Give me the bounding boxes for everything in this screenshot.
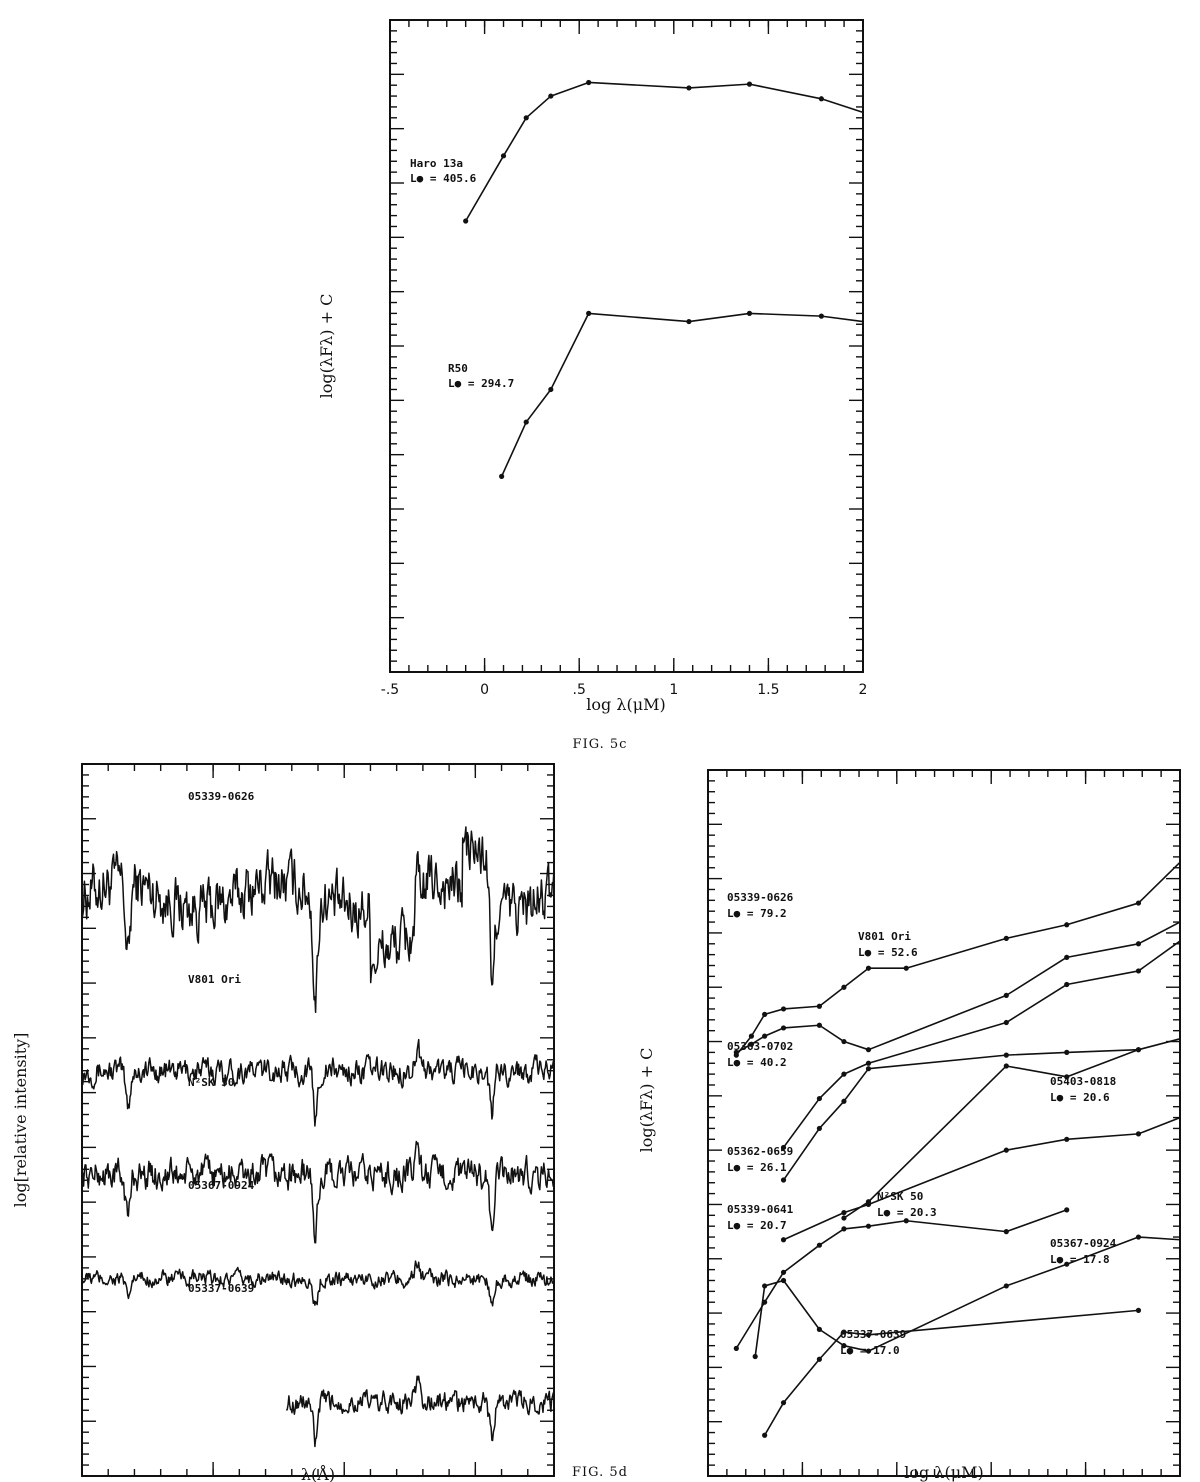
fig5c-ticks <box>390 20 863 672</box>
data-point-v801-ori <box>817 1023 822 1028</box>
data-point-05337-0639 <box>781 1400 786 1405</box>
data-point-haro-13a <box>819 96 824 101</box>
data-point-v801-ori <box>1004 993 1009 998</box>
x-tick-label: 1 <box>669 682 679 698</box>
data-point-haro-13a <box>747 82 752 87</box>
fig5d-left-plot-frame <box>82 764 554 1476</box>
data-point-05363-0702 <box>1136 968 1141 973</box>
data-point-05363-0702 <box>841 1072 846 1077</box>
spectrum-label-05367-0924: 05367-0924 <box>188 1179 255 1192</box>
data-point-v801-ori <box>866 1047 871 1052</box>
fig5c-lum-haro13a: L● = 405.6 <box>410 172 477 185</box>
fig5c-lum-r50: L● = 294.7 <box>448 377 515 390</box>
data-point-r50 <box>747 311 752 316</box>
data-point-05339-0626 <box>1004 936 1009 941</box>
sed-label-05403-0818: 05403-0818 <box>1050 1075 1117 1088</box>
data-point-05339-0641 <box>866 1199 871 1204</box>
sed-lum-n2sk50: L● = 20.3 <box>877 1206 937 1219</box>
data-point-haro-13a <box>463 218 468 223</box>
data-point-05403-0818 <box>781 1237 786 1242</box>
fig5d-right-x-axis-label: log λ(μM) <box>904 1463 984 1482</box>
spectrum-label-n2sk50: N²SK 50 <box>188 1076 235 1089</box>
fig5d-right-series-group <box>734 862 1180 1438</box>
sed-label-05367-0924: 05367-0924 <box>1050 1237 1117 1250</box>
fig5c-label-r50: R50 <box>448 362 468 375</box>
data-point-n-sk-50 <box>841 1226 846 1231</box>
fig5c-series-group <box>463 80 863 479</box>
data-point-05403-0818 <box>841 1210 846 1215</box>
data-point-v801-ori <box>762 1034 767 1039</box>
data-point-05362-0659 <box>781 1177 786 1182</box>
sed-lum-05403-0818: L● = 20.6 <box>1050 1091 1110 1104</box>
data-point-05339-0626 <box>762 1012 767 1017</box>
fig5d-right-plot-frame <box>708 770 1180 1476</box>
sed-label-05337-0639: 05337-0639 <box>840 1328 907 1341</box>
data-point-05339-0641 <box>1004 1063 1009 1068</box>
data-point-05337-0639 <box>762 1433 767 1438</box>
data-point-05339-0626 <box>1136 900 1141 905</box>
spectrum-label-v801-ori: V801 Ori <box>188 973 241 986</box>
data-point-n-sk-50 <box>734 1346 739 1351</box>
data-point-05339-0626 <box>781 1006 786 1011</box>
data-point-05339-0626 <box>749 1034 754 1039</box>
fig5d-left-x-axis-label: λ(Å) <box>300 1465 336 1482</box>
data-point-05339-0626 <box>866 966 871 971</box>
sed-lum-05339-0626: L● = 79.2 <box>727 907 787 920</box>
fig5d-left-chart <box>11 764 554 1482</box>
data-point-05339-0626 <box>904 966 909 971</box>
sed-label-05339-0626: 05339-0626 <box>727 891 794 904</box>
fig5c-y-axis-label: log(λFλ) + C <box>317 293 336 399</box>
data-point-05339-0626 <box>1064 922 1069 927</box>
data-point-05362-0659 <box>817 1126 822 1131</box>
spectrum-label-05339-0626: 05339-0626 <box>188 790 255 803</box>
data-point-05403-0818 <box>1136 1131 1141 1136</box>
series-line-05403-0818 <box>784 1118 1180 1240</box>
data-point-05403-0818 <box>1004 1148 1009 1153</box>
data-point-r50 <box>686 319 691 324</box>
data-point-05337-0639 <box>817 1357 822 1362</box>
data-point-n-sk-50 <box>1004 1229 1009 1234</box>
fig5d-right-chart <box>572 770 1184 1482</box>
spectrum-05367-0924 <box>82 1261 554 1306</box>
fig5c-label-haro13a: Haro 13a <box>410 157 463 170</box>
fig5d-left-ticks <box>82 764 554 1476</box>
spectrum-05339-0626 <box>82 827 554 1012</box>
x-tick-label: .5 <box>572 682 586 698</box>
sed-label-05362-0659: 05362-0659 <box>727 1145 794 1158</box>
sed-lum-05337-0639: L● = 17.0 <box>840 1344 900 1357</box>
data-point-v801-ori <box>841 1039 846 1044</box>
series-line-05362-0659 <box>784 1039 1180 1180</box>
data-point-haro-13a <box>501 153 506 158</box>
fig5d-caption: FIG. 5d <box>572 1465 628 1480</box>
data-point-haro-13a <box>586 80 591 85</box>
data-point-05339-0641 <box>841 1215 846 1220</box>
x-tick-label: -.5 <box>380 682 400 698</box>
data-point-r50 <box>548 387 553 392</box>
data-point-v801-ori <box>781 1025 786 1030</box>
fig5d-right-y-axis-label: log(λFλ) + C <box>637 1047 656 1153</box>
sed-lum-v801-ori: L● = 52.6 <box>858 946 918 959</box>
fig5d-left-y-axis-label: log[relative intensity] <box>11 1032 30 1208</box>
data-point-05363-0702 <box>1064 982 1069 987</box>
fig5c-caption: FIG. 5c <box>572 737 628 752</box>
data-point-05337-0639 <box>1136 1308 1141 1313</box>
series-line-r50 <box>502 313 863 476</box>
data-point-n-sk-50 <box>817 1243 822 1248</box>
fig5c-x-axis-label: log λ(μM) <box>586 695 666 714</box>
data-point-05367-0924 <box>781 1278 786 1283</box>
data-point-r50 <box>586 311 591 316</box>
sed-lum-05362-0659: L● = 26.1 <box>727 1161 787 1174</box>
data-point-v801-ori <box>1064 955 1069 960</box>
data-point-05339-0641 <box>1136 1047 1141 1052</box>
data-point-r50 <box>499 474 504 479</box>
fig5d-left-series-group <box>82 827 554 1447</box>
x-tick-label: 1.5 <box>757 682 780 698</box>
data-point-05362-0659 <box>866 1066 871 1071</box>
series-line-haro-13a <box>466 82 863 221</box>
data-point-r50 <box>524 419 529 424</box>
data-point-n-sk-50 <box>1064 1207 1069 1212</box>
data-point-n-sk-50 <box>866 1224 871 1229</box>
sed-label-05363-0702: 05363-0702 <box>727 1040 794 1053</box>
data-point-05363-0702 <box>1004 1020 1009 1025</box>
series-line-05363-0702 <box>784 941 1180 1147</box>
data-point-v801-ori <box>1136 941 1141 946</box>
fig5d-right-ticks <box>708 770 1180 1476</box>
sed-label-05339-0641: 05339-0641 <box>727 1203 794 1216</box>
sed-lum-05339-0641: L● = 20.7 <box>727 1219 787 1232</box>
data-point-05362-0659 <box>1064 1050 1069 1055</box>
data-point-r50 <box>819 314 824 319</box>
x-tick-label: 2 <box>858 682 868 698</box>
sed-lum-05367-0924: L● = 17.8 <box>1050 1253 1110 1266</box>
spectrum-label-05337-0639: 05337-0639 <box>188 1282 255 1295</box>
sed-label-v801-ori: V801 Ori <box>858 930 911 943</box>
data-point-haro-13a <box>548 93 553 98</box>
fig5c-chart <box>317 20 867 752</box>
data-point-05367-0924 <box>1004 1283 1009 1288</box>
x-tick-label: 0 <box>480 682 490 698</box>
fig5c-plot-frame <box>390 20 863 672</box>
data-point-05362-0659 <box>841 1099 846 1104</box>
data-point-05363-0702 <box>866 1061 871 1066</box>
spectrum-05337-0639 <box>287 1376 555 1446</box>
sed-lum-05363-0702: L● = 40.2 <box>727 1056 787 1069</box>
data-point-haro-13a <box>524 115 529 120</box>
series-line-05367-0924 <box>755 1237 1180 1356</box>
data-point-05367-0924 <box>817 1327 822 1332</box>
data-point-05339-0626 <box>817 1004 822 1009</box>
data-point-05367-0924 <box>1136 1234 1141 1239</box>
data-point-haro-13a <box>686 85 691 90</box>
data-point-05367-0924 <box>753 1354 758 1359</box>
spectrum-n-sk-50 <box>82 1142 554 1243</box>
data-point-05339-0626 <box>841 985 846 990</box>
data-point-n-sk-50 <box>781 1270 786 1275</box>
data-point-05362-0659 <box>1004 1053 1009 1058</box>
data-point-05403-0818 <box>1064 1137 1069 1142</box>
spectrum-v801-ori <box>82 1040 554 1126</box>
data-point-05367-0924 <box>762 1283 767 1288</box>
sed-label-n2sk50: N²SK 50 <box>877 1190 924 1203</box>
data-point-05363-0702 <box>817 1096 822 1101</box>
series-line-v801-ori <box>736 922 1180 1052</box>
